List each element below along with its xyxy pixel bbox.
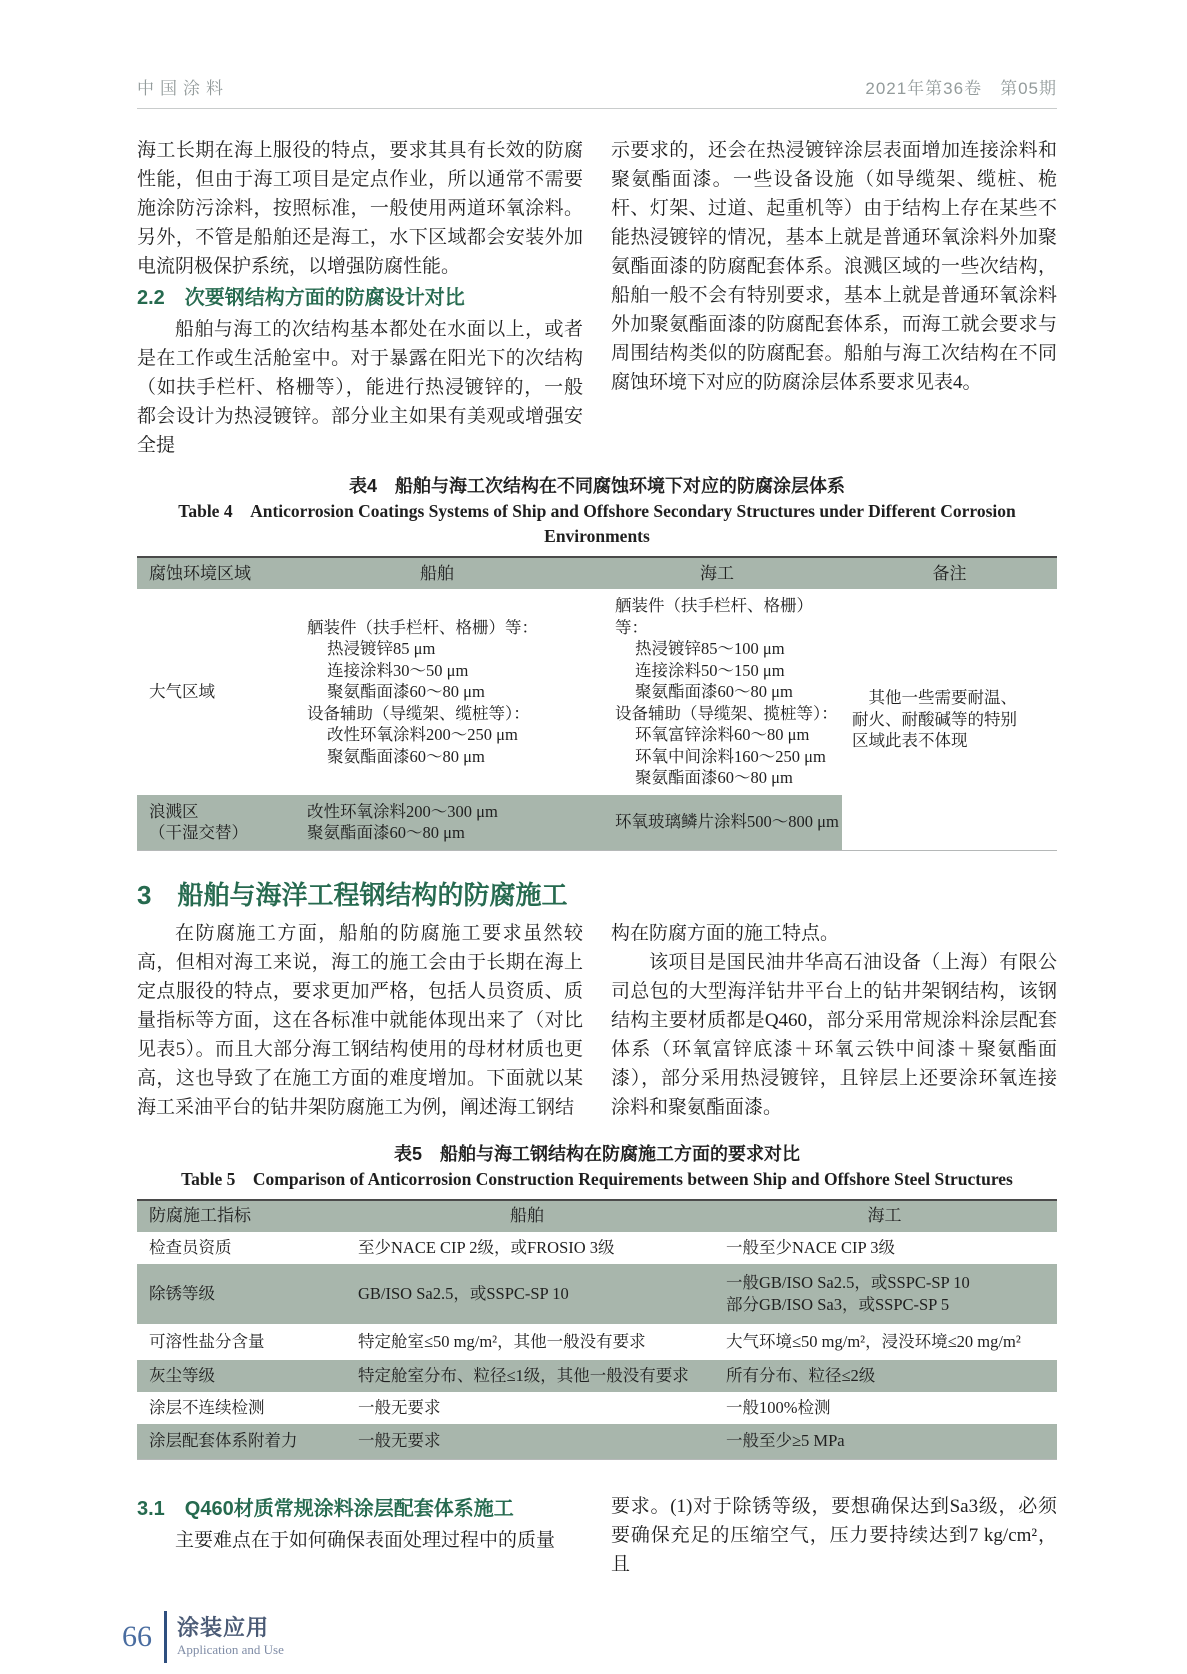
right-column-2 xyxy=(611,919,1057,1122)
coating-line: 改性环氧涂料200～300 μm xyxy=(307,801,498,821)
text-columns-2 xyxy=(137,919,1057,1122)
paragraph: 要求。(1)对于除锈等级，要想确保达到Sa3级，必须要确保充足的压缩空气，压力要持续达到7 kg/cm²，且 xyxy=(611,1495,1057,1575)
paragraph: 构在防腐方面的施工特点。 xyxy=(611,922,840,944)
offshore-line: 一般GB/ISO Sa2.5，或SSPC-SP 10 xyxy=(726,1273,970,1292)
heading-3-1: 3.1 Q460材质常规涂料涂层配套体系施工 xyxy=(137,1497,514,1520)
coating-line: 热浸镀锌85～100 μm xyxy=(635,639,785,658)
table5-row-ship: 特定舱室≤50 mg/m²，其他一般没有要求 xyxy=(358,1331,646,1351)
table5-row-ship: 一般无要求 xyxy=(342,1424,712,1459)
table5-row-ship: 特定舱室分布、粒径≤1级，其他一般没有要求 xyxy=(342,1360,712,1392)
table5-row-offshore xyxy=(712,1264,1057,1324)
table5-header-offshore: 海工 xyxy=(712,1201,1057,1232)
table5 xyxy=(137,1199,1057,1460)
table4-title-cn: 表4 船舶与海工次结构在不同腐蚀环境下对应的防腐涂层体系 xyxy=(348,476,845,496)
table5-row-offshore: 一般至少≥5 MPa xyxy=(712,1424,1057,1459)
table4-row-atmosphere-ship xyxy=(282,589,592,795)
table4-header-offshore: 海工 xyxy=(592,558,842,589)
table5-header-indicator: 防腐施工指标 xyxy=(137,1201,342,1232)
table5-row-ship: 至少NACE CIP 2级，或FROSIO 3级 xyxy=(358,1237,615,1257)
text-columns-1 xyxy=(137,136,1057,460)
paragraph: 该项目是国民油井华高石油设备（上海）有限公司总包的大型海洋钻井平台上的钻井架钢结构，该钢结构主要材质都是Q460，部分采用常规涂料涂层配套体系（环氧富锌底漆＋环氧云铁中间漆＋聚氨酯面漆），部分采用热浸镀锌，且锌层上还要涂环氧连接涂料和聚氨酯面漆。 xyxy=(611,951,1057,1118)
table5-row-indicator: 除锈等级 xyxy=(137,1264,342,1324)
table4-header-remark: 备注 xyxy=(842,558,1057,589)
left-column-2 xyxy=(137,919,583,1122)
table5-header-ship: 船舶 xyxy=(342,1201,712,1232)
table4-row-splash-ship xyxy=(282,795,592,850)
table5-row-ship: 一般无要求 xyxy=(358,1397,441,1417)
table5-title-cn: 表5 船舶与海工钢结构在防腐施工方面的要求对比 xyxy=(393,1143,800,1164)
table5-block xyxy=(137,1142,1057,1460)
table5-row-indicator: 可溶性盐分含量 xyxy=(149,1331,265,1351)
heading-2-2: 2.2 次要钢结构方面的防腐设计对比 xyxy=(137,287,465,309)
left-column-1 xyxy=(137,136,583,460)
coating-line: 设备辅助（导缆架、揽桩等）： xyxy=(615,703,838,723)
left-column-3 xyxy=(137,1492,583,1579)
zone-line: 浪溅区 xyxy=(149,801,199,821)
journal-page xyxy=(0,74,1187,1663)
coating-line: 聚氨酯面漆60～80 μm xyxy=(307,823,465,842)
page-header xyxy=(137,74,1057,109)
table5-row-ship: GB/ISO Sa2.5，或SSPC-SP 10 xyxy=(342,1264,712,1324)
footer-divider-bar xyxy=(164,1611,167,1663)
table5-row-indicator: 涂层配套体系附着力 xyxy=(137,1424,342,1459)
table4-row-splash-offshore: 环氧玻璃鳞片涂料500～800 μm xyxy=(592,795,842,850)
table5-row-indicator: 涂层不连续检测 xyxy=(149,1397,265,1417)
coating-line: 聚氨酯面漆60～80 μm xyxy=(635,682,793,701)
coating-line: 连接涂料30～50 μm xyxy=(327,660,469,680)
table4-header-ship: 船舶 xyxy=(282,558,592,589)
table5-row-indicator: 检查员资质 xyxy=(149,1237,232,1257)
remark-line: 耐火、耐酸碱等的特别 xyxy=(852,709,1017,729)
coating-line: 连接涂料50～150 μm xyxy=(635,660,785,680)
table4-row-atmosphere-offshore xyxy=(592,589,842,795)
table4-remark-cell xyxy=(842,589,1057,850)
table5-row-offshore: 一般至少NACE CIP 3级 xyxy=(726,1237,895,1257)
footer-section-cn: 涂装应用 xyxy=(177,1615,270,1640)
table5-title-en: Table 5 Comparison of Anticorrosion Construction Requirements between Ship and Offshore Steel Structures xyxy=(181,1168,1013,1189)
right-column-1 xyxy=(611,136,1057,460)
paragraph: 在防腐施工方面，船舶的防腐施工要求虽然较高，但相对海工来说，海工的施工会由于长期在海上定点服役的特点，要求更加严格，包括人员资质、质量指标等方面，这在各标准中就能体现出来了（对比见表5）。而且大部分海工钢结构使用的母材材质也更高，这也导致了在施工方面的难度增加。下面就以某海工采油平台的钻井架防腐施工为例，阐述海工钢结 xyxy=(137,922,583,1118)
remark-line: 其他一些需要耐温、 xyxy=(868,688,1017,707)
coating-line: 设备辅助（导缆架、缆桩等）： xyxy=(307,703,530,723)
table5-row-offshore: 大气环境≤50 mg/m²，浸没环境≤20 mg/m² xyxy=(726,1331,1021,1351)
coating-line: 舾装件（扶手栏杆、格栅）等： xyxy=(615,596,813,637)
journal-name: 中国涂料 xyxy=(137,79,229,98)
remark-line: 区域此表不体现 xyxy=(852,731,968,750)
footer-section xyxy=(177,1615,284,1658)
paragraph: 船舶与海工的次结构基本都处在水面以上，或者是在工作或生活舱室中。对于暴露在阳光下的次结构（如扶手栏杆、格栅等），能进行热浸镀锌的，一般都会设计为热浸镀锌。部分业主如果有美观或增强安全提 xyxy=(137,319,583,456)
table5-row-indicator: 灰尘等级 xyxy=(137,1360,342,1392)
table4-row-atmosphere-zone: 大气区域 xyxy=(149,682,215,701)
coating-line: 舾装件（扶手栏杆、格栅）等： xyxy=(307,617,538,637)
coating-line: 聚氨酯面漆60～80 μm xyxy=(635,768,793,787)
paragraph: 海工长期在海上服役的特点，要求其具有长效的防腐性能，但由于海工项目是定点作业，所以通常不需要施涂防污涂料，按照标准，一般使用两道环氧涂料。另外，不管是船舶还是海工，水下区域都会安装外加电流阴极保护系统，以增强防腐性能。 xyxy=(137,140,583,277)
coating-line: 改性环氧涂料200～250 μm xyxy=(327,725,518,744)
coating-line: 聚氨酯面漆60～80 μm xyxy=(327,746,485,766)
table4-title-en-line1: Table 4 Anticorrosion Coatings Systems of Ship and Offshore Secondary Structures under Different Corrosion xyxy=(178,501,1016,521)
coating-line: 环氧中间涂料160～250 μm xyxy=(635,746,826,766)
heading-3: 3 船舶与海洋工程钢结构的防腐施工 xyxy=(137,879,568,910)
coating-line: 聚氨酯面漆60～80 μm xyxy=(327,682,485,701)
table4-block xyxy=(137,474,1057,851)
issue-info: 2021年第36卷 第05期 xyxy=(865,79,1057,98)
footer-section-en: Application and Use xyxy=(177,1642,284,1657)
table5-row-offshore: 所有分布、粒径≤2级 xyxy=(712,1360,1057,1392)
table5-row-offshore: 一般100%检测 xyxy=(726,1397,831,1417)
table4 xyxy=(137,556,1057,851)
paragraph: 主要难点在于如何确保表面处理过程中的质量 xyxy=(175,1529,556,1551)
table4-title-en-line2: Environments xyxy=(544,526,650,546)
table4-header-zone: 腐蚀环境区域 xyxy=(137,558,282,589)
coating-line: 环氧富锌涂料60～80 μm xyxy=(635,725,810,744)
coating-line: 热浸镀锌85 μm xyxy=(327,639,436,658)
table4-row-splash-zone xyxy=(137,795,282,850)
page-number: 66 xyxy=(122,1619,152,1653)
right-column-3 xyxy=(611,1492,1057,1579)
zone-line: （干湿交替） xyxy=(149,823,248,842)
offshore-line: 部分GB/ISO Sa3，或SSPC-SP 5 xyxy=(726,1294,950,1314)
text-columns-3 xyxy=(137,1492,1057,1579)
page-footer xyxy=(122,1611,1057,1663)
paragraph: 示要求的，还会在热浸镀锌涂层表面增加连接涂料和聚氨酯面漆。一些设备设施（如导缆架、缆桩、桅杆、灯架、过道、起重机等）由于结构上存在某些不能热浸镀锌的情况，基本上就是普通环氧涂料外加聚氨酯面漆的防腐配套体系。浪溅区域的一些次结构，船舶一般不会有特别要求，基本上就是普通环氧涂料外加聚氨酯面漆的防腐配套体系，而海工就会要求与周围结构类似的防腐配套。船舶与海工次结构在不同腐蚀环境下对应的防腐涂层体系要求见表4。 xyxy=(611,140,1057,393)
